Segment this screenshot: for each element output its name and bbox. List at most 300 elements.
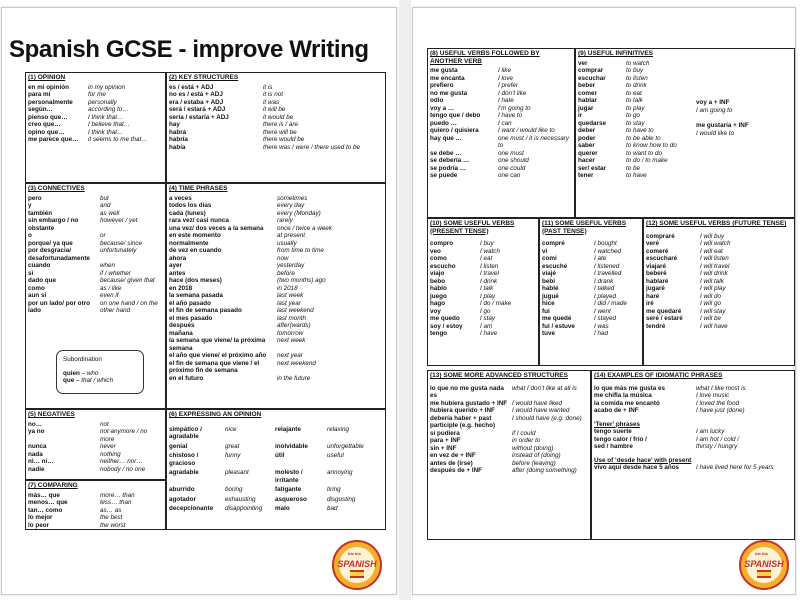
vocab-row (28, 300, 163, 315)
section-heading: (3) CONNECTIVES (28, 185, 85, 192)
spanish-term: compré (542, 240, 565, 248)
spanish-term: agotador (169, 495, 196, 503)
english-meaning: I love music (696, 392, 730, 400)
section-heading: (5) NEGATIVES (28, 411, 75, 418)
vocab-row (430, 150, 572, 158)
logo-small-text: bla bla (755, 551, 768, 556)
vocab-row (594, 436, 792, 444)
vocab-row (594, 464, 792, 472)
vocab-row (578, 142, 792, 150)
vocab-row (169, 106, 383, 114)
english-meaning: I will be (700, 315, 721, 323)
vocab-row (169, 469, 383, 484)
english-meaning: according to… (88, 106, 129, 114)
spanish-term: compraré (646, 232, 675, 240)
spanish-term: lo que más me gusta es (594, 384, 666, 392)
vocab-row (646, 263, 792, 271)
vocab-row (542, 293, 640, 301)
spanish-term: el mes pasado (169, 314, 213, 322)
english-meaning: when (100, 262, 116, 270)
spanish-term: o (28, 232, 32, 240)
spanish-term: ya no (28, 428, 45, 436)
vocab-row (169, 195, 383, 203)
vocab-row (430, 127, 572, 135)
vocab-row (169, 352, 383, 360)
english-meaning: one should (498, 157, 529, 165)
spanish-term: en 2018 (169, 284, 193, 292)
english-meaning: in the future (277, 374, 311, 382)
section-heading: (12) SOME USEFUL VERBS (FUTURE TENSE) (646, 220, 787, 227)
english-meaning: I will go (700, 300, 721, 308)
english-meaning: every (Monday) (277, 209, 321, 217)
english-meaning: I had (594, 330, 609, 338)
vocab-row (594, 392, 792, 400)
vocab-row (430, 90, 572, 98)
vocab-row (646, 278, 792, 286)
spanish-term: prefiero (430, 82, 454, 90)
spanish-term: hablé (542, 285, 559, 293)
vocab-row (430, 105, 572, 113)
english-meaning: I will do (700, 292, 721, 300)
english-meaning: disappointing (225, 505, 263, 513)
spanish-term: veo (430, 247, 441, 255)
spanish-term: viajo (430, 270, 445, 278)
expressing-opinion-section (166, 409, 386, 530)
spanish-term: hubiera querido + INF (430, 407, 495, 415)
english-meaning: next week (277, 337, 306, 345)
vocab-row (646, 285, 792, 293)
spanish-term: escuchar (578, 74, 606, 82)
vocab-row (28, 514, 163, 522)
vocab-row (28, 270, 163, 278)
spanish-term: pienso que… (28, 113, 68, 121)
spanish-term: el año que viene/ el próximo año (169, 352, 267, 360)
section-heading: (13) SOME MORE ADVANCED STRUCTURES (430, 372, 568, 379)
spanish-term: se debería … (430, 157, 470, 165)
english-meaning: funny (225, 452, 241, 460)
vocab-row (578, 75, 792, 83)
vocab-row (430, 97, 572, 105)
spanish-term: opino que… (28, 128, 65, 136)
logo-text: SPANISH (337, 559, 377, 569)
vocab-row (169, 262, 383, 270)
spanish-term: jugar (578, 104, 594, 112)
english-meaning: as… as (100, 506, 122, 514)
vocab-row (542, 248, 640, 256)
english-meaning: what I like most is (696, 384, 746, 392)
key-structures-section (166, 72, 386, 183)
english-meaning: nice (225, 425, 237, 433)
section-heading: (7) COMPARING (28, 482, 78, 489)
spanish-term: y (28, 202, 32, 210)
spanish-term: tengo calor / frío / (594, 435, 647, 443)
vocab-row (542, 278, 640, 286)
spanish-term: hay (169, 121, 180, 129)
english-meaning: I bought (594, 240, 617, 248)
spanish-term: en mi opinión (28, 83, 69, 91)
vocab-row (430, 255, 536, 263)
spanish-term: lo que no me gusta nada es (430, 384, 504, 400)
vocab-row (169, 202, 383, 210)
vocab-row (430, 415, 588, 430)
spanish-term: soy / estoy (430, 322, 463, 330)
english-meaning: pleasant (225, 469, 249, 477)
spanish-term: más… que (28, 491, 60, 499)
spanish-term: beber (578, 82, 596, 90)
english-meaning: rarely (277, 217, 293, 225)
english-meaning: it was (263, 98, 280, 106)
english-meaning: I watch (480, 247, 500, 255)
english-meaning: I drank (594, 277, 614, 285)
spanish-term: me quedaré (646, 307, 682, 315)
vocab-row (578, 97, 792, 105)
note-meaning: I would like to (696, 129, 735, 137)
english-meaning: I will eat (700, 247, 723, 255)
english-meaning: in my opinion (88, 83, 126, 91)
english-meaning: I will stay (700, 307, 726, 315)
spanish-term: antes de (irse) (430, 459, 473, 467)
vocab-row (169, 217, 383, 225)
tener-heading: ‘Tener’ phrases (594, 420, 640, 428)
vocab-row (430, 278, 536, 286)
english-meaning: unforgettable (327, 442, 364, 450)
vocab-row (169, 426, 383, 441)
english-meaning: I would have liked (512, 399, 563, 407)
english-meaning: boring (225, 486, 243, 494)
section-heading: (9) USEFUL INFINITIVES (578, 50, 653, 57)
english-meaning: I would have wanted (512, 407, 570, 415)
english-meaning: to have to (626, 127, 654, 135)
spanish-term: chistoso / gracioso (169, 452, 199, 467)
english-meaning: however / yet (100, 217, 138, 225)
spanish-term: ir (578, 112, 583, 120)
vocab-row (169, 322, 383, 330)
english-meaning: I will buy (700, 232, 725, 240)
vocab-row (430, 135, 572, 150)
vocab-row (169, 121, 383, 129)
spanish-term: pero (28, 194, 42, 202)
spanish-term: escucho (430, 262, 456, 270)
vocab-row (28, 121, 163, 129)
vocab-row (542, 255, 640, 263)
section-heading: (10) SOME USEFUL VERBS (PRESENT TENSE) (430, 220, 515, 235)
vocab-row (430, 157, 572, 165)
vocab-row (28, 202, 163, 210)
vocab-row (28, 114, 163, 122)
english-meaning: in 2018 (277, 284, 298, 292)
spanish-term: como (430, 255, 447, 263)
spanish-term: habrá (169, 128, 187, 136)
vocab-row (578, 90, 792, 98)
english-meaning: on one hand / on the other hand (100, 299, 158, 315)
vocab-row (28, 99, 163, 107)
vocab-row (646, 300, 792, 308)
english-meaning: in order to (512, 437, 541, 445)
spanish-term: rara vez/ casi nunca (169, 217, 229, 225)
spanish-term: se debe … (430, 149, 462, 157)
english-meaning: I will drink (700, 270, 728, 278)
vocab-row (169, 452, 383, 467)
spanish-term: fui (542, 307, 550, 315)
vocab-row (169, 330, 383, 338)
english-meaning: after(wards) (277, 322, 311, 330)
vocab-row (169, 210, 383, 218)
spanish-term: cada (lunes) (169, 209, 206, 217)
english-meaning: I love (498, 74, 514, 82)
vocab-row (542, 270, 640, 278)
vocab-row (646, 293, 792, 301)
spanish-term: nadie (28, 465, 45, 473)
spanish-term: quedarse (578, 119, 606, 127)
english-meaning: exhausting (225, 495, 256, 503)
vocab-row (430, 263, 536, 271)
spanish-term: malo (275, 505, 290, 513)
english-meaning: I watched (594, 247, 621, 255)
english-meaning: but (100, 194, 109, 202)
vocab-row (542, 285, 640, 293)
english-meaning: I can (498, 119, 512, 127)
comparing-section (25, 480, 166, 530)
english-meaning: to do / to make (626, 157, 668, 165)
english-meaning: last year (277, 299, 301, 307)
english-meaning: next weekend (277, 359, 316, 367)
english-meaning: one must / it is necessary to (498, 134, 570, 150)
idiomatic-phrases-section (591, 370, 795, 540)
vocab-row (169, 315, 383, 323)
spanish-term: iré (646, 300, 654, 308)
spanish-term: ser/ estar (578, 164, 607, 172)
english-meaning: now (277, 254, 289, 262)
vocab-row (646, 233, 792, 241)
english-meaning: I like (498, 67, 511, 75)
spanish-term: me gusta (430, 67, 458, 75)
english-meaning: I travelled (594, 270, 622, 278)
english-meaning: sometimes (277, 194, 308, 202)
spanish-term: me encanta (430, 74, 465, 82)
vocab-row (430, 293, 536, 301)
english-meaning: never (100, 443, 116, 451)
spanish-term: escucharé (646, 255, 678, 263)
spanish-term: no… (28, 420, 42, 428)
vocab-row (28, 195, 163, 203)
note-meaning: I am going to (696, 106, 733, 114)
vocab-row (430, 308, 536, 316)
spanish-term: se puede (430, 172, 458, 180)
spanish-term: inolvidable (275, 442, 308, 450)
vocab-row (169, 307, 383, 315)
spanish-term: el fin de semana pasado (169, 307, 242, 315)
vocab-row (28, 277, 163, 285)
english-meaning: to play (626, 104, 645, 112)
english-meaning: even if (100, 292, 119, 300)
english-meaning: to eat (626, 89, 642, 97)
spanish-term: viajaré (646, 262, 666, 270)
english-meaning: personally (88, 98, 117, 106)
spanish-term: es / está + ADJ (169, 83, 214, 91)
english-meaning: I am (480, 322, 493, 330)
spanish-term: si pudiera (430, 429, 460, 437)
spanish-term: era / estaba + ADJ (169, 98, 224, 106)
vocab-row (169, 443, 383, 451)
spanish-term: simpático / agradable (169, 425, 202, 441)
vocab-row (646, 270, 792, 278)
spanish-term: de vez en cuando (169, 247, 222, 255)
vocab-row (578, 150, 792, 158)
sub-word: que (63, 377, 75, 385)
spanish-term: dado que (28, 277, 56, 285)
spanish-term: viajé (542, 270, 557, 278)
spanish-term: una vez/ dos veces a la semana (169, 224, 264, 232)
english-meaning: I will travel (700, 262, 730, 270)
spanish-term: después de + INF (430, 467, 482, 475)
vocab-row (28, 262, 163, 270)
spanish-term: bebo (430, 277, 446, 285)
section-heading: (4) TIME PHRASES (169, 185, 228, 192)
english-meaning: I eat (480, 255, 493, 263)
spanish-term: decepcionante (169, 505, 214, 513)
vocab-row (169, 225, 383, 233)
english-meaning: I will talk (700, 277, 724, 285)
spanish-term: lo peor (28, 521, 49, 529)
english-meaning: I have just (done) (696, 407, 745, 415)
useful-verbs-section (427, 48, 575, 218)
spanish-term: después (169, 322, 195, 330)
english-meaning: relaxing (327, 425, 350, 433)
english-meaning: usually (277, 239, 297, 247)
vocab-row (169, 292, 383, 300)
vocab-row (430, 248, 536, 256)
vocab-row (542, 308, 640, 316)
english-meaning: there will be (263, 128, 297, 136)
spanish-term: comer (578, 89, 597, 97)
english-meaning: from time to time (277, 247, 324, 255)
spanish-term: poder (578, 134, 596, 142)
note-structure: voy a + INF (696, 99, 730, 106)
spanish-term: querer (578, 149, 598, 157)
english-meaning: disgusting (327, 495, 356, 503)
english-meaning: one must (498, 149, 524, 157)
subordination-title: Subordination (63, 356, 102, 363)
section-heading: (1) OPINION (28, 74, 66, 81)
english-meaning: neither… nor… (100, 458, 143, 466)
vocab-row (542, 300, 640, 308)
english-meaning: nobody / no one (100, 465, 146, 473)
spanish-term: debería haber + past participle (e.g. hecho) (430, 414, 496, 430)
worksheet-page-1 (1, 7, 397, 595)
vocab-row (646, 308, 792, 316)
vocab-row (28, 106, 163, 114)
spanish-term: hablar (578, 97, 597, 105)
vocab-row (169, 270, 383, 278)
vocab-row (169, 136, 383, 144)
vocab-row (430, 240, 536, 248)
english-meaning: I am hot / cold / (696, 435, 740, 443)
spanish-term: antes (169, 269, 186, 277)
vocab-row (430, 452, 588, 460)
spanish-term: ni… ni… (28, 458, 54, 466)
vocab-row (28, 136, 163, 144)
spanish-term: para + INF (430, 437, 461, 445)
vocab-row (594, 428, 792, 436)
spanish-term: según… (28, 106, 53, 114)
spanish-term: veré (646, 240, 659, 248)
spanish-term: bebí (542, 277, 555, 285)
spanish-term: jugué (542, 292, 559, 300)
vocab-row (430, 330, 536, 338)
page-title: Spanish GCSE - improve Writing (9, 36, 369, 63)
spanish-term: lo mejor (28, 514, 53, 522)
spanish-term: habría (169, 136, 188, 144)
page-gap (399, 0, 411, 600)
spanish-term: mañana (169, 329, 193, 337)
vocab-row (169, 240, 383, 248)
english-meaning: I buy (480, 240, 494, 248)
vocab-row (169, 114, 383, 122)
english-meaning: great (225, 442, 240, 450)
logo-text: SPANISH (744, 559, 784, 569)
spanish-term: tengo que / debo (430, 112, 481, 120)
vocab-row (169, 300, 383, 308)
english-meaning: to have (626, 172, 647, 180)
spanish-term: la semana que viene/ la próxima semana (169, 337, 266, 352)
vocab-row (28, 285, 163, 293)
vocab-row (28, 492, 163, 500)
sub-meaning: who (86, 369, 99, 377)
logo-small-text: bla bla (348, 551, 361, 556)
note-structure: me gustaría + INF (696, 122, 749, 129)
spanish-term: voy (430, 307, 441, 315)
english-meaning: I’m going to (498, 104, 531, 112)
vocab-row (169, 232, 383, 240)
english-meaning: I travel (480, 270, 499, 278)
english-meaning: less… than (100, 499, 132, 507)
bla-bla-spanish-logo (332, 540, 382, 590)
vocab-row (578, 127, 792, 135)
spanish-term: se podría … (430, 164, 467, 172)
vocab-row (578, 60, 792, 68)
spanish-term: jugaré (646, 285, 665, 293)
english-meaning: I played (594, 292, 617, 300)
vocab-row (28, 292, 163, 300)
english-meaning: one could (498, 164, 526, 172)
spanish-term: hace (dos meses) (169, 277, 222, 285)
english-meaning: I listen (480, 262, 499, 270)
vocab-row (430, 460, 588, 468)
vocab-row (646, 248, 792, 256)
vocab-row (646, 255, 792, 263)
vocab-row (430, 300, 536, 308)
english-meaning: or (100, 232, 106, 240)
english-meaning: without (doing) (512, 444, 554, 452)
spanish-term: por un lado/ por otro lado (28, 299, 90, 315)
vocab-row (169, 129, 383, 137)
spanish-term: sería / estaría + ADJ (169, 113, 229, 121)
spanish-term: tendré (646, 322, 666, 330)
spanish-term: ver (578, 59, 588, 67)
vocab-row (28, 443, 163, 451)
vocab-row (169, 247, 383, 255)
vocab-row (542, 323, 640, 331)
spanish-term: hacer (578, 157, 595, 165)
spanish-term: tuve (542, 330, 555, 338)
spanish-term: seré / estaré (646, 315, 683, 323)
vocab-row (542, 315, 640, 323)
vocab-row (578, 165, 792, 173)
english-meaning: I talked (594, 285, 615, 293)
english-meaning: there is / are (263, 121, 298, 129)
english-meaning: after (doing something) (512, 467, 577, 475)
english-meaning: I have (480, 330, 498, 338)
